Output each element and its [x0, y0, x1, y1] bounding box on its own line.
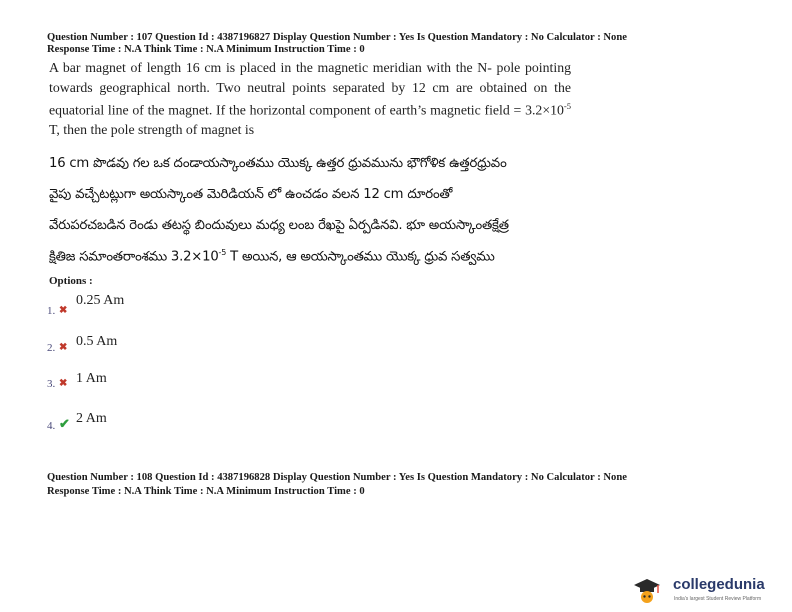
collegedunia-logo: [633, 573, 783, 607]
question-text-english-part1: A bar magnet of length 16 cm is placed in the magnetic meridian with the N- pole pointing towards geographical north. Two neutral points separated by 12 cm are obtained on the equatorial line of the magnet. If the horizontal component of earth’s magnetic field = 3.2×10: [49, 60, 571, 118]
logo-tagline: India's largest Student Review Platform: [674, 596, 762, 602]
telugu-line-4-exponent: -5: [218, 248, 227, 257]
cross-icon: ✖: [59, 378, 68, 389]
question-meta-line-2: Response Time : N.A Think Time : N.A Minimum Instruction Time : 0: [47, 486, 365, 497]
telugu-line-4-part1: క్షితిజ సమాంతరాంశము 3.2×10: [49, 249, 219, 265]
option-number: 4.: [47, 420, 56, 432]
graduation-cap-icon: [633, 577, 661, 603]
option-number: 2.: [47, 342, 56, 354]
cross-icon: ✖: [59, 342, 68, 353]
question-text-english-part2: T, then the pole strength of magnet is: [49, 122, 255, 138]
telugu-line-3: వేరుపరచబడిన రెండు తటస్థ బిందువులు మధ్య లంబ రేఖపై ఏర్పడినవి. భూ అయస్కాంతక్షేత్ర: [49, 218, 509, 233]
question-meta-line-1: Question Number : 108 Question Id : 4387196828 Display Question Number : Yes Is Question Mandatory : No Calculator : None: [47, 472, 627, 483]
logo-brand-text: collegedunia: [673, 576, 765, 593]
options-label: Options :: [49, 275, 93, 287]
question-text-english-exponent: -5: [563, 101, 571, 111]
cross-icon: ✖: [59, 305, 68, 316]
option-text: 2 Am: [76, 411, 107, 426]
checkmark-icon: ✔: [59, 416, 70, 431]
question-meta-line-2: Response Time : N.A Think Time : N.A Minimum Instruction Time : 0: [47, 44, 365, 55]
question-text-english: [49, 58, 571, 140]
option-text: 0.5 Am: [76, 334, 118, 349]
option-number: 3.: [47, 378, 56, 390]
telugu-line-1: 16 cm పొడవు గల ఒక దండాయస్కాంతము యొక్క ఉత్తర ధ్రువమును భౌగోళిక ఉత్తరధ్రువం: [49, 156, 507, 171]
option-text: 1 Am: [76, 371, 107, 386]
question-meta-line-1: Question Number : 107 Question Id : 4387196827 Display Question Number : Yes Is Question Mandatory : No Calculator : None: [47, 32, 627, 43]
telugu-line-2: వైపు వచ్చేటట్లుగా అయస్కాంత మెరిడియన్ లో ఉంచడం వలన 12 cm దూరంతో: [49, 187, 453, 202]
telugu-line-4: [49, 248, 495, 267]
option-text: 0.25 Am: [76, 293, 125, 308]
telugu-line-4-part2: T అయిన, ఆ అయస్కాంతము యొక్క ధ్రువ సత్వము: [226, 249, 495, 265]
option-number: 1.: [47, 305, 56, 317]
